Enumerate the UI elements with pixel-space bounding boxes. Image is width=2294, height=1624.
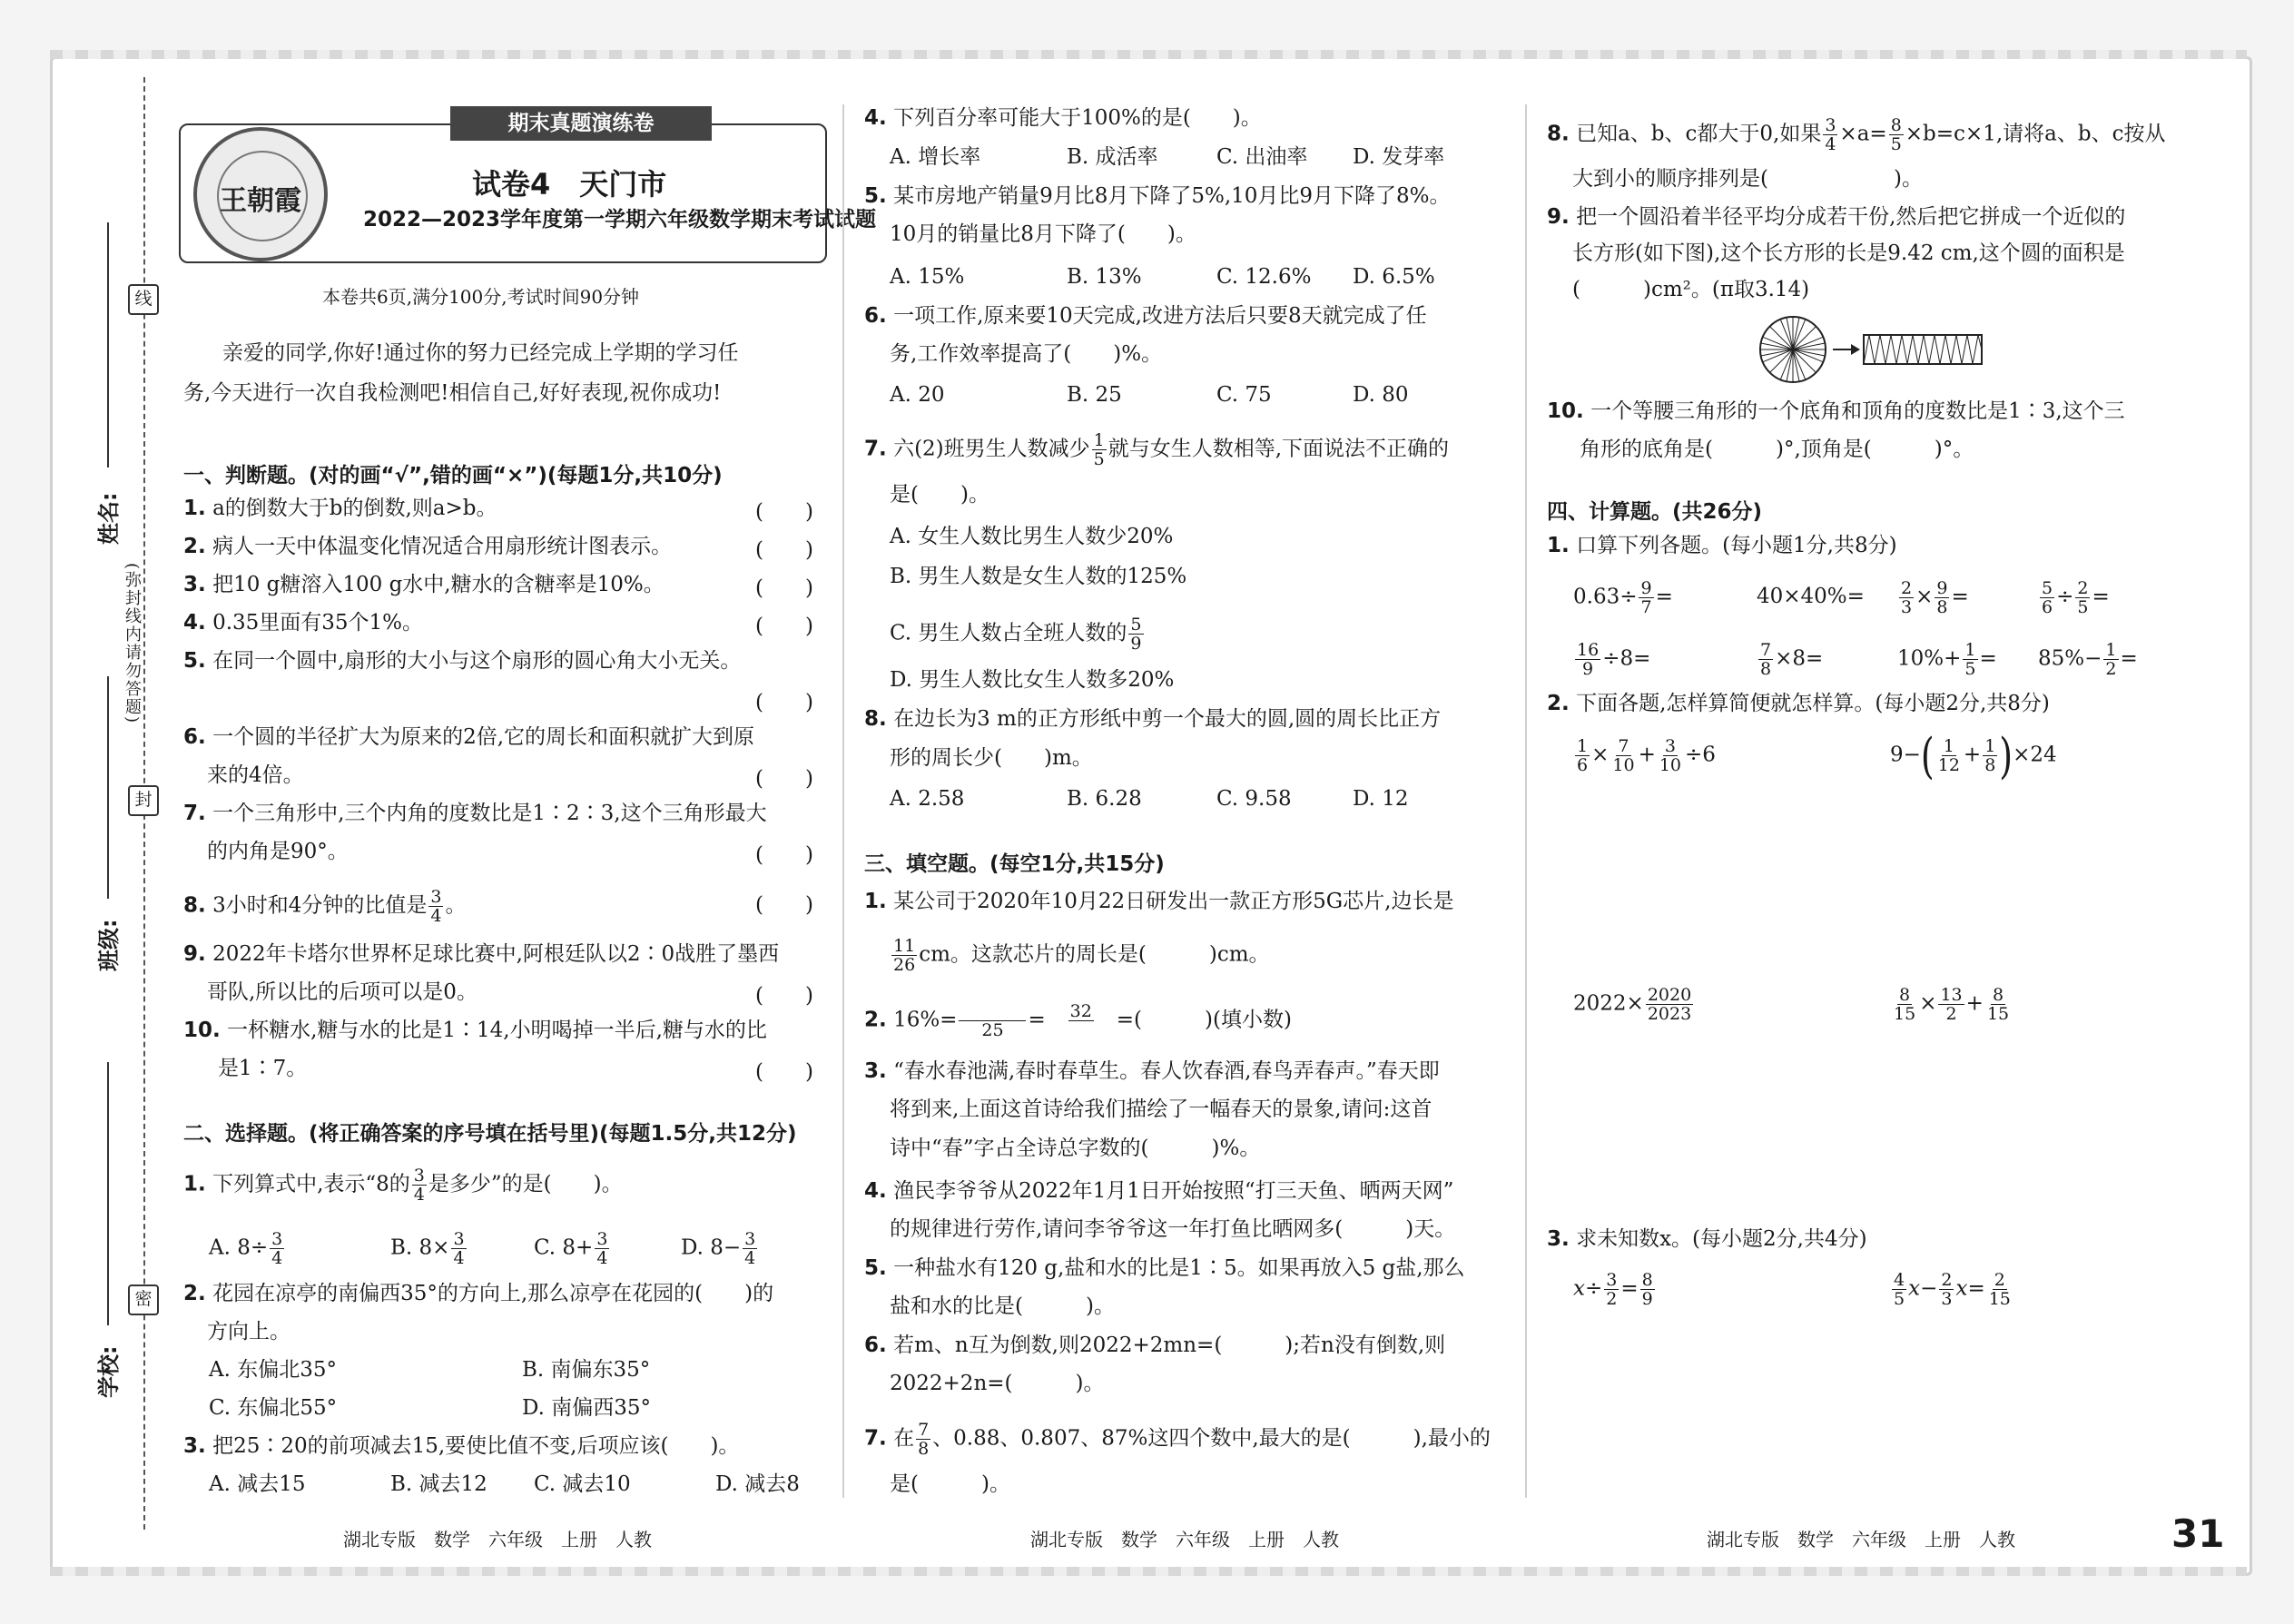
s1-q3-answer[interactable]: ( ) [755, 576, 813, 600]
section3-title: 三、填空题。(每空1分,共15分) [864, 852, 1165, 876]
school-label: 学校: [96, 1345, 122, 1398]
name-label: 姓名: [96, 492, 122, 545]
s2-q5-opt-a[interactable]: A. 15% [890, 265, 965, 289]
footer-left: 湖北专版 数学 六年级 上册 人教 [343, 1529, 652, 1550]
seal-tag-mi: 密 [128, 1284, 159, 1315]
equation-1[interactable]: x÷ $\frac{3}{2}$ = $\frac{8}{9}$ [1573, 1270, 1653, 1309]
s2-q4: 4. 下列百分率可能大于100%的是( )。 [864, 106, 1262, 130]
s2-q5-opt-d[interactable]: D. 6.5% [1353, 265, 1435, 289]
s3-q7: 7. 在 $\frac{7}{8}$ 、0.88、0.807、87%这四个数中,最大的是( ),最小的 [864, 1420, 1491, 1459]
s2-q2-opt-c[interactable]: C. 东偏北55° [209, 1396, 338, 1420]
section4-title: 四、计算题。(共26分) [1547, 500, 1763, 524]
s2-q7-opt-b[interactable]: B. 男生人数是女生人数的125% [890, 565, 1187, 588]
s2-q3-opt-c[interactable]: C. 减去10 [534, 1472, 631, 1496]
page-number: 31 [2171, 1511, 2225, 1556]
paper-subtitle: 2022—2023学年度第一学期六年级数学期末考试试题 [363, 208, 877, 231]
s2-q8-opt-b[interactable]: B. 6.28 [1067, 787, 1142, 811]
s2-q3-opt-b[interactable]: B. 减去12 [390, 1472, 487, 1496]
paper-title: 试卷4 天门市 [472, 167, 667, 202]
approximate-rectangle-icon [1864, 335, 1982, 364]
seal-tag-xian: 线 [128, 284, 159, 315]
s1-q5-answer[interactable]: ( ) [755, 691, 813, 714]
s2-q1-opt-d[interactable]: D. 8− $\frac{3}{4}$ [681, 1229, 756, 1268]
s1-q1: 1. a的倒数大于b的倒数,则a>b。 [183, 497, 497, 520]
s1-q4-answer[interactable]: ( ) [755, 615, 813, 638]
s1-q6-answer[interactable]: ( ) [755, 767, 813, 791]
s1-q9-answer[interactable]: ( ) [755, 984, 813, 1008]
calc-5[interactable]: $\frac{16}{9}$ ÷8= [1577, 640, 1651, 679]
s3-q4-cont: 的规律进行劳作,请问李爷爷这一年打鱼比晒网多( )天。 [890, 1217, 1456, 1241]
footer-middle: 湖北专版 数学 六年级 上册 人教 [1030, 1529, 1339, 1550]
calc-1[interactable]: 0.63÷ $\frac{9}{7}$ = [1573, 578, 1673, 617]
s1-q7: 7. 一个三角形中,三个内角的度数比是1∶2∶3,这个三角形最大 [183, 802, 767, 825]
publisher-logo: 王朝霞 [193, 127, 328, 261]
bottom-wave-border [50, 1567, 2247, 1576]
s2-q2-opt-a[interactable]: A. 东偏北35° [209, 1358, 337, 1382]
s2-q1-opt-c[interactable]: C. 8+ $\frac{3}{4}$ [534, 1229, 608, 1268]
s2-q6-cont: 务,工作效率提高了( )%。 [890, 342, 1163, 366]
s3-q9-cont2: ( )cm²。(π取3.14) [1572, 278, 1810, 301]
s2-q3: 3. 把25∶20的前项减去15,要使比值不变,后项应该( )。 [183, 1434, 740, 1458]
s1-q5: 5. 在同一个圆中,扇形的大小与这个扇形的圆心角大小无关。 [183, 649, 742, 673]
calc-6[interactable]: $\frac{7}{8}$ ×8= [1760, 640, 1824, 679]
s2-q5-opt-b[interactable]: B. 13% [1067, 265, 1142, 289]
s4-q1: 1. 口算下列各题。(每小题1分,共8分) [1547, 534, 1897, 557]
s1-q10-cont: 是1∶7。 [218, 1057, 308, 1080]
s3-q5: 5. 一种盐水有120 g,盐和水的比是1∶5。如果再放入5 g盐,那么 [864, 1256, 1465, 1280]
s3-q1: 1. 某公司于2020年10月22日研发出一款正方形5G芯片,边长是 [864, 890, 1454, 913]
intro-line-1: 亲爱的同学,你好!通过你的努力已经完成上学期的学习任 [222, 341, 739, 365]
s2-q4-opt-a[interactable]: A. 增长率 [890, 145, 981, 169]
class-label: 班级: [96, 919, 122, 971]
s2-q2-opt-d[interactable]: D. 南偏西35° [522, 1396, 652, 1420]
column-divider-1 [842, 104, 844, 1498]
top-wave-border [50, 50, 2247, 59]
s3-q10: 10. 一个等腰三角形的一个底角和顶角的度数比是1∶3,这个三 [1547, 399, 2125, 423]
s4-q2: 2. 下面各题,怎样算简便就怎样算。(每小题2分,共8分) [1547, 692, 2050, 715]
s1-q1-answer[interactable]: ( ) [755, 500, 813, 524]
s1-q8-answer[interactable]: ( ) [755, 893, 813, 917]
s3-q3: 3. “春水春池满,春时春草生。春人饮春酒,春鸟弄春声。”春天即 [864, 1059, 1440, 1083]
s2-q4-opt-d[interactable]: D. 发芽率 [1353, 145, 1445, 169]
s2-q8-opt-c[interactable]: C. 9.58 [1216, 787, 1292, 811]
s2-q5-opt-c[interactable]: C. 12.6% [1216, 265, 1312, 289]
s1-q4: 4. 0.35里面有35个1%。 [183, 611, 424, 635]
section2-title: 二、选择题。(将正确答案的序号填在括号里)(每题1.5分,共12分) [183, 1122, 797, 1146]
s3-q8: 8. 已知a、b、c都大于0,如果 $\frac{3}{4}$ ×a= $\frac{8}{5}$ ×b=c×1,请将a、b、c按从 [1547, 115, 2166, 154]
intro-line-2: 务,今天进行一次自我检测吧!相信自己,好好表现,祝你成功! [183, 381, 722, 405]
s2-q6-opt-d[interactable]: D. 80 [1353, 383, 1409, 407]
s1-q9: 9. 2022年卡塔尔世界杯足球比赛中,阿根廷队以2∶0战胜了墨西 [183, 942, 780, 966]
s2-q7-opt-d[interactable]: D. 男生人数比女生人数多20% [890, 668, 1175, 692]
s3-q3-cont: 将到来,上面这首诗给我们描绘了一幅春天的景象,请问:这首 [890, 1097, 1433, 1121]
s2-q3-opt-d[interactable]: D. 减去8 [715, 1472, 800, 1496]
column-divider-2 [1525, 104, 1527, 1498]
footer-right: 湖北专版 数学 六年级 上册 人教 [1707, 1529, 2015, 1550]
class-underline [107, 676, 109, 899]
s2-q6: 6. 一项工作,原来要10天完成,改进方法后只要8天就完成了任 [864, 304, 1427, 328]
s2-q7: 7. 六(2)班男生人数减少 $\frac{1}{5}$ 就与女生人数相等,下面说法不正确的 [864, 430, 1450, 469]
s1-q9-cont: 哥队,所以比的后项可以是0。 [207, 980, 478, 1004]
equation-2[interactable]: $\frac{4}{5}$ x− $\frac{2}{3}$ x= $\frac{2}{15}$ [1894, 1270, 2011, 1309]
s1-q10: 10. 一杯糖水,糖与水的比是1∶14,小明喝掉一半后,糖与水的比 [183, 1019, 767, 1042]
circle-to-rectangle-figure [1757, 313, 1993, 386]
s2-q2-cont: 方向上。 [207, 1320, 290, 1343]
s3-q4: 4. 渔民李爷爷从2022年1月1日开始按照“打三天鱼、晒两天网” [864, 1179, 1454, 1203]
s1-q2: 2. 病人一天中体温变化情况适合用扇形统计图表示。 [183, 535, 673, 558]
s4-q3: 3. 求未知数x。(每小题2分,共4分) [1547, 1227, 1867, 1251]
s2-q6-opt-b[interactable]: B. 25 [1067, 383, 1122, 407]
s2-q6-opt-c[interactable]: C. 75 [1216, 383, 1272, 407]
s3-q1-cont: $\frac{11}{26}$ cm。这款芯片的周长是( )cm。 [893, 936, 1270, 975]
s2-q5: 5. 某市房地产销量9月比8月下降了5%,10月比9月下降了8%。 [864, 184, 1451, 208]
simplify-3[interactable]: 2022× $\frac{2020}{2023}$ [1573, 985, 1692, 1024]
section1-title: 一、判断题。(对的画“√”,错的画“×”)(每题1分,共10分) [183, 464, 723, 487]
s2-q4-opt-b[interactable]: B. 成活率 [1067, 145, 1158, 169]
paper-info: 本卷共6页,满分100分,考试时间90分钟 [322, 286, 640, 308]
s1-q6: 6. 一个圆的半径扩大为原来的2倍,它的周长和面积就扩大到原 [183, 725, 755, 749]
s2-q5-cont: 10月的销量比8月下降了( )。 [890, 222, 1196, 246]
s2-q7-cont: 是( )。 [890, 483, 989, 507]
s3-q8-cont: 大到小的顺序排列是( )。 [1572, 167, 1923, 191]
arrow-right-icon [1833, 344, 1860, 355]
s1-q7-cont: 的内角是90°。 [207, 840, 349, 863]
s3-q7-cont: 是( )。 [890, 1472, 1010, 1496]
s2-q6-opt-a[interactable]: A. 20 [890, 383, 945, 407]
s2-q2: 2. 花园在凉亭的南偏西35°的方向上,那么凉亭在花园的( )的 [183, 1282, 774, 1305]
name-underline [107, 222, 109, 468]
s1-q7-answer[interactable]: ( ) [755, 843, 813, 867]
s1-q3: 3. 把10 g糖溶入100 g水中,糖水的含糖率是10%。 [183, 573, 665, 596]
simplify-4[interactable]: $\frac{8}{15}$ × $\frac{13}{2}$ + $\frac{8}{15}$ [1894, 985, 2010, 1024]
calc-8[interactable]: 85%− $\frac{1}{2}$ = [2038, 640, 2138, 679]
s2-q8: 8. 在边长为3 m的正方形纸中剪一个最大的圆,圆的周长比正方 [864, 707, 1442, 731]
s3-q10-cont: 角形的底角是( )°,顶角是( )°。 [1580, 438, 1974, 461]
s1-q10-answer[interactable]: ( ) [755, 1060, 813, 1084]
s2-q4-opt-c[interactable]: C. 出油率 [1216, 145, 1308, 169]
s2-q7-opt-c[interactable]: C. 男生人数占全班人数的 $\frac{5}{9}$ [890, 615, 1142, 654]
s2-q8-opt-d[interactable]: D. 12 [1353, 787, 1409, 811]
fraction: $\frac{3}{4}$ [430, 887, 442, 926]
school-underline [107, 1062, 109, 1325]
s2-q1-opt-a[interactable]: A. 8÷ $\frac{3}{4}$ [209, 1229, 283, 1268]
s3-q9: 9. 把一个圆沿着半径平均分成若干份,然后把它拼成一个近似的 [1547, 205, 2126, 229]
s3-q5-cont: 盐和水的比是( )。 [890, 1294, 1115, 1318]
calc-7[interactable]: 10%+ $\frac{1}{5}$ = [1897, 640, 1997, 679]
s2-q3-opt-a[interactable]: A. 减去15 [209, 1472, 306, 1496]
s3-q9-cont: 长方形(如下图),这个长方形的长是9.42 cm,这个圆的面积是 [1572, 241, 2125, 265]
simplify-2[interactable]: 9−( $\frac{1}{12}$ + $\frac{1}{8}$ )×24 [1890, 727, 2057, 784]
s2-q1-opt-b[interactable]: B. 8× $\frac{3}{4}$ [390, 1229, 465, 1268]
s2-q1: 1. 下列算式中,表示“8的 $\frac{3}{4}$ 是多少”的是( )。 [183, 1166, 623, 1205]
sectored-circle-icon [1760, 317, 1826, 382]
seal-note: (弥封线内请勿答题) [123, 563, 142, 725]
series-banner: 期末真题演练卷 [450, 106, 712, 141]
s3-q2: 2. 16%= 25 = 32 =( )(填小数) [864, 1001, 1292, 1040]
s1-q2-answer[interactable]: ( ) [755, 538, 813, 562]
calc-2[interactable]: 40×40%= [1757, 585, 1865, 608]
s3-q3-cont2: 诗中“春”字占全诗总字数的( )%。 [890, 1137, 1261, 1160]
s3-q6: 6. 若m、n互为倒数,则2022+2mn=( );若n没有倒数,则 [864, 1334, 1446, 1357]
s2-q2-opt-b[interactable]: B. 南偏东35° [522, 1358, 651, 1382]
calc-3[interactable]: $\frac{2}{3}$ × $\frac{9}{8}$ = [1901, 578, 1969, 617]
s3-q6-cont: 2022+2n=( )。 [890, 1372, 1105, 1395]
simplify-1[interactable]: $\frac{1}{6}$ × $\frac{7}{10}$ + $\frac{3}{10}$ ÷6 [1577, 736, 1716, 775]
seal-tag-feng: 封 [128, 785, 159, 816]
s2-q8-cont: 形的周长少( )m。 [890, 746, 1093, 770]
s2-q7-opt-a[interactable]: A. 女生人数比男生人数少20% [890, 525, 1174, 548]
calc-4[interactable]: $\frac{5}{6}$ ÷ $\frac{2}{5}$ = [2042, 578, 2110, 617]
s1-q8: 8. 3小时和4分钟的比值是 $\frac{3}{4}$ 。 [183, 887, 467, 926]
s1-q6-cont: 来的4倍。 [207, 763, 304, 787]
s2-q8-opt-a[interactable]: A. 2.58 [890, 787, 965, 811]
